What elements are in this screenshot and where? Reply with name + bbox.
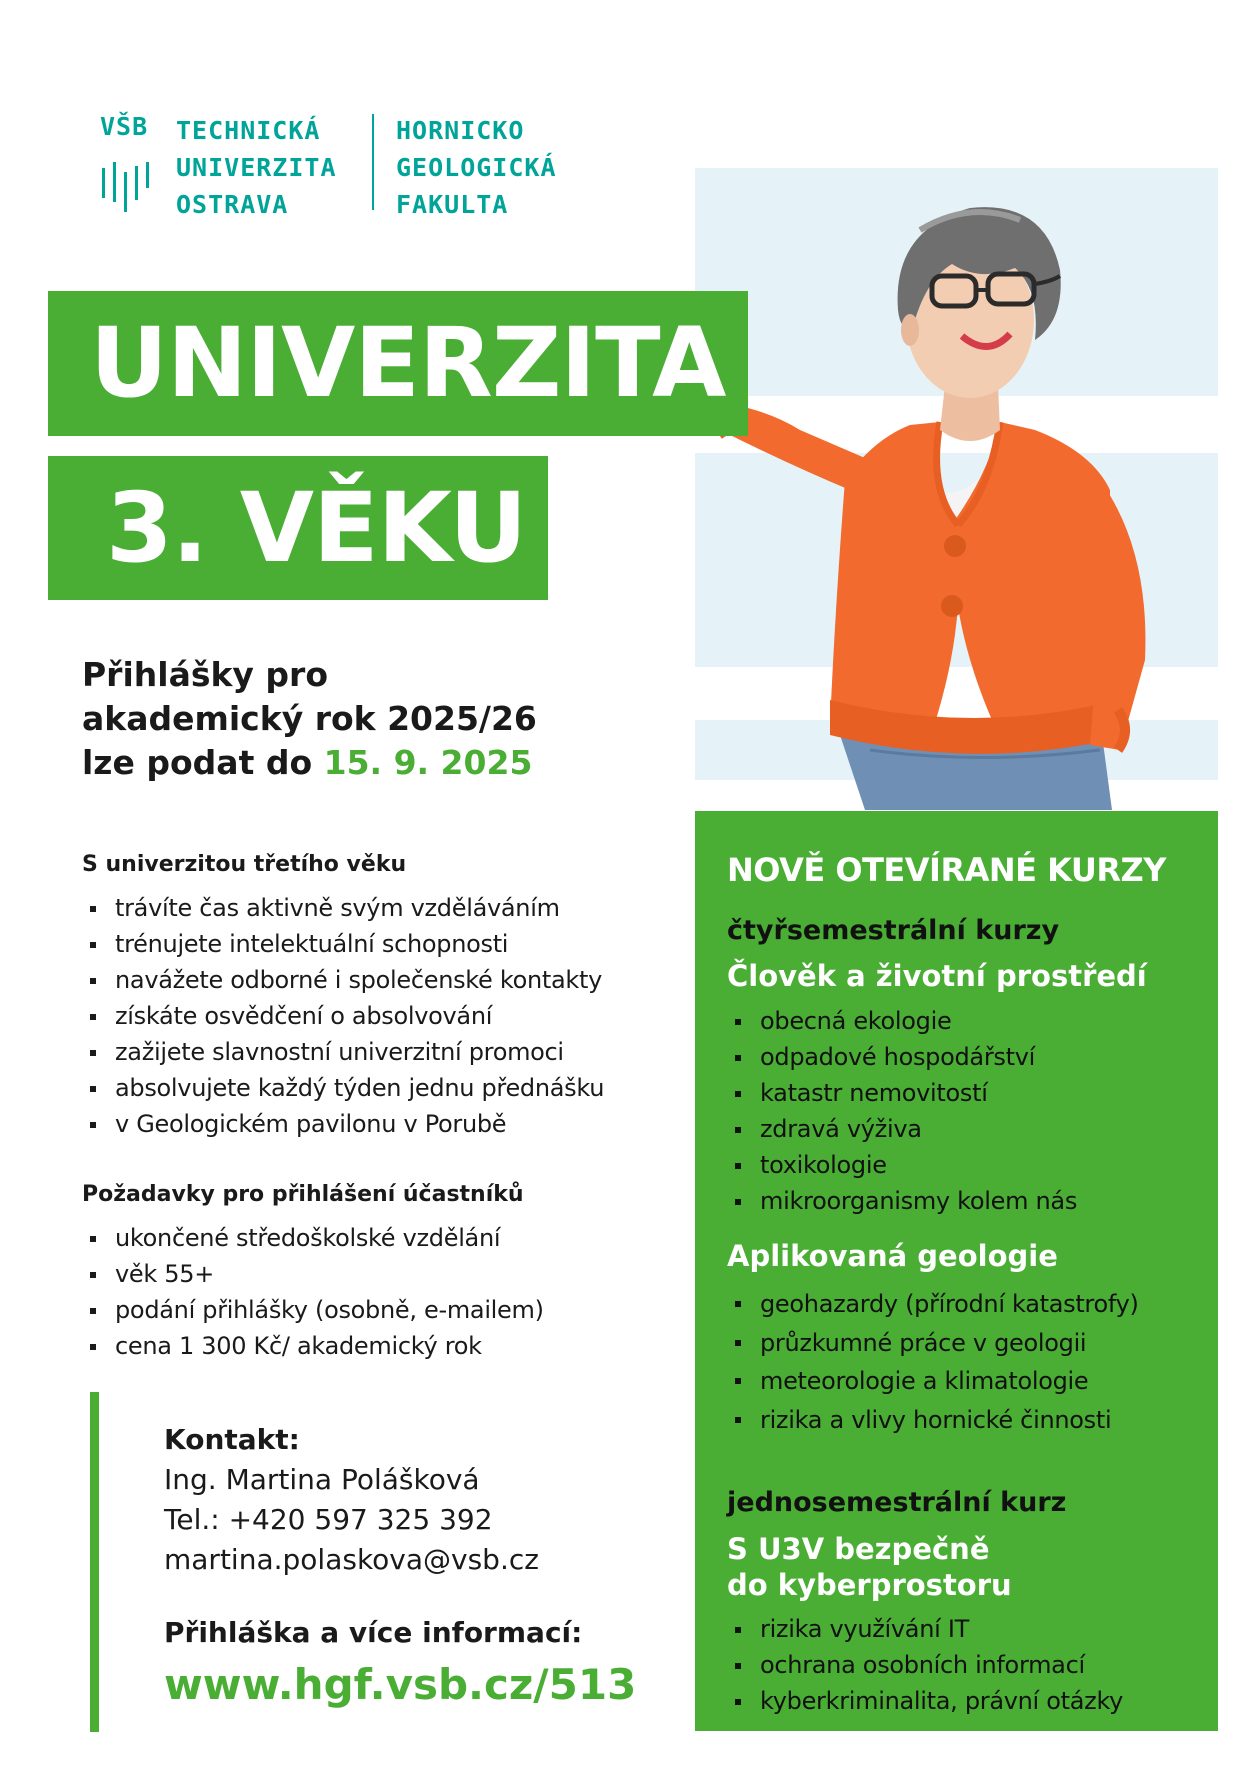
list-item: mikroorganismy kolem nás <box>733 1183 1077 1219</box>
list-item: obecná ekologie <box>733 1003 1077 1039</box>
requirements-list <box>88 1220 544 1364</box>
list-item: ochrana osobních informací <box>733 1647 1123 1683</box>
courses-heading: NOVĚ OTEVÍRANÉ KURZY <box>727 851 1166 889</box>
list-item: průzkumné práce v geologii <box>733 1324 1139 1363</box>
more-info-label: Přihláška a více informací: <box>164 1616 583 1649</box>
contact-block <box>164 1420 539 1580</box>
list-item: absolvujete každý týden jednu přednášku <box>88 1070 604 1106</box>
courses-panel <box>695 811 1218 1731</box>
list-item: navážete odborné i společenské kontakty <box>88 962 604 998</box>
list-item: zažijete slavnostní univerzitní promoci <box>88 1034 604 1070</box>
list-item: meteorologie a klimatologie <box>733 1362 1139 1401</box>
list-item: geohazardy (přírodní katastrofy) <box>733 1285 1139 1324</box>
list-item: cena 1 300 Kč/ akademický rok <box>88 1328 544 1364</box>
application-deadline: Přihlášky pro akademický rok 2025/26 lze podat do 15. 9. 2025 <box>82 655 537 782</box>
list-item: rizika využívání IT <box>733 1611 1123 1647</box>
headline-line-2: 3. VĚKU <box>48 456 548 600</box>
logo-university-name: TECHNICKÁ UNIVERZITA OSTRAVA <box>176 116 337 219</box>
course3-topics <box>733 1611 1123 1719</box>
list-item: katastr nemovitostí <box>733 1075 1077 1111</box>
list-item: rizika a vlivy hornické činnosti <box>733 1401 1139 1440</box>
benefits-list <box>88 890 604 1142</box>
list-item: podání přihlášky (osobně, e-mailem) <box>88 1292 544 1328</box>
list-item: trénujete intelektuální schopnosti <box>88 926 604 962</box>
list-item: zdravá výživa <box>733 1111 1077 1147</box>
requirements-heading: Požadavky pro přihlášení účastníků <box>82 1182 524 1207</box>
logo-bars-icon <box>102 162 152 212</box>
one-semester-label: jednosemestrální kurz <box>727 1487 1067 1518</box>
list-item: kyberkriminalita, právní otázky <box>733 1683 1123 1719</box>
list-item: toxikologie <box>733 1147 1077 1183</box>
list-item: věk 55+ <box>88 1256 544 1292</box>
website-link[interactable]: www.hgf.vsb.cz/513 <box>164 1660 637 1709</box>
woman-photo <box>500 190 1220 810</box>
list-item: ukončené středoškolské vzdělání <box>88 1220 544 1256</box>
course-title: Aplikovaná geologie <box>727 1239 1058 1273</box>
contact-label: Kontakt: <box>164 1423 300 1456</box>
contact-accent-bar <box>90 1392 99 1732</box>
four-semester-label: čtyřsemestrální kurzy <box>727 915 1060 946</box>
logo-faculty-name: HORNICKO GEOLOGICKÁ FAKULTA <box>396 116 557 219</box>
contact-phone[interactable]: Tel.: +420 597 325 392 <box>164 1503 493 1536</box>
list-item: odpadové hospodářství <box>733 1039 1077 1075</box>
headline-line-1: UNIVERZITA <box>48 291 748 436</box>
list-item-continuation: v Geologickém pavilonu v Porubě <box>88 1106 604 1142</box>
logo-divider <box>372 114 374 210</box>
course-title: S U3V bezpečně do kyberprostoru <box>727 1532 1012 1602</box>
logo-vsb: VŠB <box>100 112 149 141</box>
course-title: Člověk a životní prostředí <box>727 959 1147 993</box>
contact-email[interactable]: martina.polaskova@vsb.cz <box>164 1543 539 1576</box>
contact-name: Ing. Martina Polášková <box>164 1463 480 1496</box>
list-item: získáte osvědčení o absolvování <box>88 998 604 1034</box>
course1-topics <box>733 1003 1077 1219</box>
course2-topics <box>733 1285 1139 1439</box>
benefits-heading: S univerzitou třetího věku <box>82 852 407 877</box>
list-item: trávíte čas aktivně svým vzděláváním <box>88 890 604 926</box>
deadline-date: 15. 9. 2025 <box>323 743 533 782</box>
